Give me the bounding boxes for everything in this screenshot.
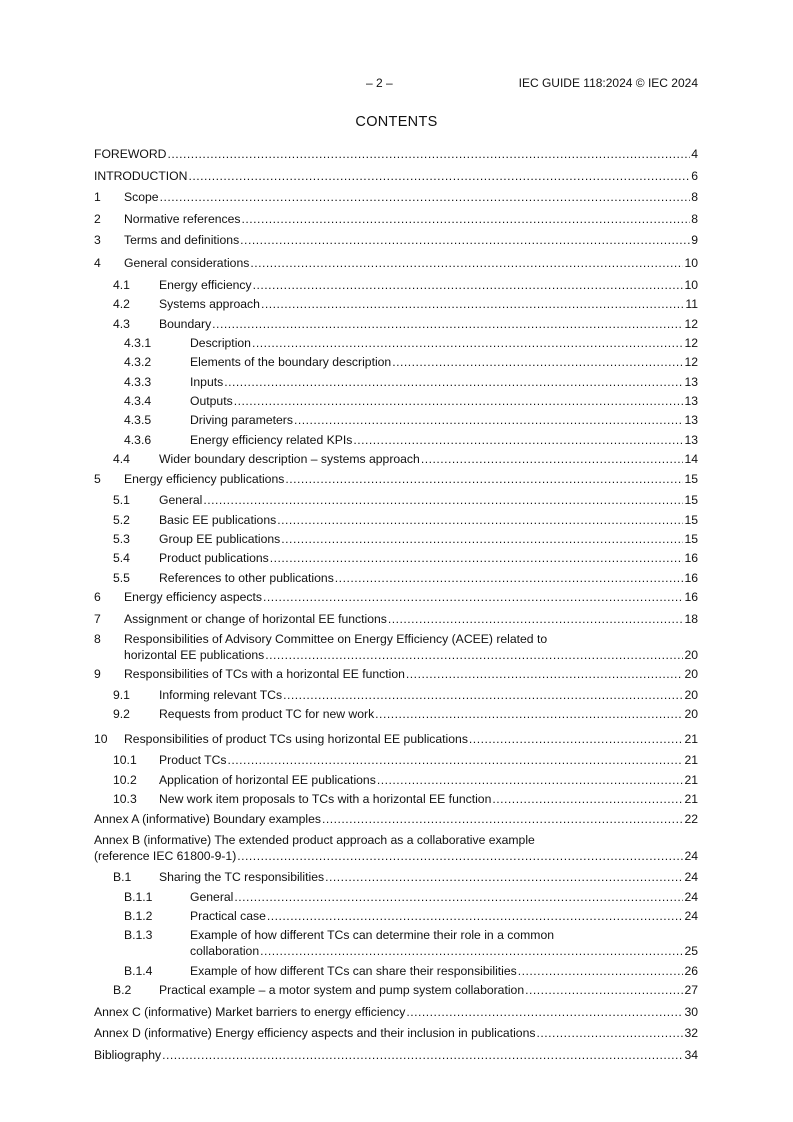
toc-title: Energy efficiency related KPIs bbox=[190, 433, 353, 447]
toc-entry[interactable] bbox=[94, 927, 698, 959]
dot-leader bbox=[283, 687, 683, 703]
toc-title: Product publications bbox=[159, 551, 269, 565]
toc-entry[interactable] bbox=[94, 550, 698, 566]
toc-title: Driving parameters bbox=[190, 413, 293, 427]
dot-leader bbox=[322, 811, 684, 827]
toc-page-number: 16 bbox=[684, 590, 698, 604]
toc-page-number: 25 bbox=[684, 944, 698, 958]
toc-page-number: 13 bbox=[684, 394, 698, 408]
toc-number: B.1 bbox=[113, 870, 132, 884]
dot-leader bbox=[388, 611, 684, 627]
dot-leader bbox=[335, 570, 684, 586]
toc-page-number: 22 bbox=[684, 812, 698, 826]
toc-number: 10 bbox=[94, 732, 108, 746]
toc-number: B.1.3 bbox=[124, 928, 153, 942]
toc-title: Scope bbox=[124, 190, 159, 204]
toc-number: 5.2 bbox=[113, 513, 130, 527]
toc-number: 5.5 bbox=[113, 571, 130, 585]
toc-number: B.1.4 bbox=[124, 964, 153, 978]
toc-number: 4.3.4 bbox=[124, 394, 152, 408]
toc-page-number: 16 bbox=[684, 551, 698, 565]
toc-title: Example of how different TCs can share their responsibilities bbox=[190, 964, 517, 978]
toc-title: References to other publications bbox=[159, 571, 334, 585]
toc-page-number: 14 bbox=[684, 452, 698, 466]
toc-number: 4.3 bbox=[113, 317, 130, 331]
toc-entry[interactable] bbox=[94, 731, 698, 747]
dot-leader bbox=[188, 168, 690, 184]
toc-number: 5 bbox=[94, 472, 101, 486]
toc-number: 4.3.1 bbox=[124, 336, 152, 350]
toc-entry[interactable] bbox=[94, 432, 698, 448]
toc-number: 4.3.2 bbox=[124, 355, 152, 369]
toc-number: 7 bbox=[94, 612, 101, 626]
toc-page-number: 20 bbox=[684, 648, 698, 662]
toc-entry[interactable] bbox=[94, 374, 698, 390]
toc-entry[interactable] bbox=[94, 832, 698, 864]
toc-title: Energy efficiency bbox=[159, 278, 252, 292]
toc-title: Bibliography bbox=[94, 1048, 162, 1062]
toc-number: 4.3.5 bbox=[124, 413, 152, 427]
toc-number: 9.2 bbox=[113, 707, 130, 721]
toc-title: Practical example – a motor system and pump system collaboration bbox=[159, 983, 525, 997]
toc-entry[interactable] bbox=[94, 687, 698, 703]
toc-number: 5.1 bbox=[113, 493, 130, 507]
toc-title: Inputs bbox=[190, 375, 224, 389]
toc-entry[interactable] bbox=[94, 393, 698, 409]
toc-number: 4.3.6 bbox=[124, 433, 152, 447]
toc-entry[interactable] bbox=[94, 772, 698, 788]
document-reference: IEC GUIDE 118:2024 © IEC 2024 bbox=[518, 76, 698, 90]
dot-leader bbox=[224, 374, 683, 390]
dot-leader bbox=[267, 908, 684, 924]
toc-page-number: 20 bbox=[684, 667, 698, 681]
dot-leader bbox=[518, 963, 684, 979]
toc-entry[interactable] bbox=[94, 189, 698, 205]
toc-entry[interactable] bbox=[94, 570, 698, 586]
toc-entry[interactable] bbox=[94, 908, 698, 924]
dot-leader bbox=[375, 706, 683, 722]
dot-leader bbox=[234, 889, 683, 905]
toc-entry[interactable] bbox=[94, 531, 698, 547]
dot-leader bbox=[250, 255, 683, 271]
page-number: – 2 – bbox=[366, 76, 393, 90]
toc-page-number: 21 bbox=[684, 792, 698, 806]
toc-number: 5.3 bbox=[113, 532, 130, 546]
toc-title: Outputs bbox=[190, 394, 233, 408]
toc-title: horizontal EE publications bbox=[124, 648, 265, 662]
toc-entry[interactable] bbox=[94, 869, 698, 885]
toc-number: 5.4 bbox=[113, 551, 130, 565]
toc-title: Informing relevant TCs bbox=[159, 688, 283, 702]
toc-page-number: 24 bbox=[684, 849, 698, 863]
dot-leader bbox=[228, 752, 684, 768]
toc-number: 2 bbox=[94, 212, 101, 226]
dot-leader bbox=[252, 335, 683, 351]
toc-title: FOREWORD bbox=[94, 147, 167, 161]
dot-leader bbox=[406, 1004, 683, 1020]
dot-leader bbox=[237, 848, 683, 864]
dot-leader bbox=[212, 316, 683, 332]
toc-title: Responsibilities of TCs with a horizontal EE function bbox=[124, 667, 405, 681]
toc-title: Sharing the TC responsibilities bbox=[159, 870, 325, 884]
toc-page-number: 12 bbox=[684, 355, 698, 369]
toc-title-line: Example of how different TCs can determine their role in a common bbox=[190, 928, 554, 942]
toc-entry[interactable] bbox=[94, 232, 698, 248]
toc-page-number: 15 bbox=[684, 493, 698, 507]
dot-leader bbox=[469, 731, 684, 747]
toc-page-number: 4 bbox=[691, 147, 698, 161]
toc-title: Annex C (informative) Market barriers to energy efficiency bbox=[94, 1005, 406, 1019]
dot-leader bbox=[242, 211, 691, 227]
toc-entry[interactable] bbox=[94, 752, 698, 768]
toc-number: 8 bbox=[94, 632, 101, 646]
toc-page-number: 8 bbox=[691, 190, 698, 204]
toc-title: General considerations bbox=[124, 256, 250, 270]
dot-leader bbox=[277, 512, 683, 528]
toc-number: 4.1 bbox=[113, 278, 130, 292]
toc-title: Energy efficiency publications bbox=[124, 472, 285, 486]
toc-page-number: 24 bbox=[684, 890, 698, 904]
dot-leader bbox=[160, 189, 691, 205]
toc-number: B.1.2 bbox=[124, 909, 153, 923]
toc-title: Normative references bbox=[124, 212, 241, 226]
toc-page-number: 9 bbox=[691, 233, 698, 247]
toc-title: INTRODUCTION bbox=[94, 169, 188, 183]
toc-page-number: 13 bbox=[684, 413, 698, 427]
toc-number: 3 bbox=[94, 233, 101, 247]
toc-title: Group EE publications bbox=[159, 532, 281, 546]
toc-entry[interactable] bbox=[94, 889, 698, 905]
toc-title: Requests from product TC for new work bbox=[159, 707, 375, 721]
toc-title: Assignment or change of horizontal EE functions bbox=[124, 612, 387, 626]
dot-leader bbox=[162, 1047, 683, 1063]
dot-leader bbox=[260, 943, 683, 959]
dot-leader bbox=[167, 146, 690, 162]
toc-entry[interactable] bbox=[94, 1047, 698, 1063]
dot-leader bbox=[285, 471, 683, 487]
toc-page-number: 15 bbox=[684, 532, 698, 546]
toc-page-number: 12 bbox=[684, 317, 698, 331]
toc-entry[interactable] bbox=[94, 211, 698, 227]
toc-entry[interactable] bbox=[94, 791, 698, 807]
toc-page-number: 27 bbox=[684, 983, 698, 997]
toc-title: Responsibilities of product TCs using horizontal EE publications bbox=[124, 732, 468, 746]
toc-entry[interactable] bbox=[94, 146, 698, 162]
toc-number: 1 bbox=[94, 190, 101, 204]
toc-number: 4.3.3 bbox=[124, 375, 152, 389]
dot-leader bbox=[294, 412, 683, 428]
dot-leader bbox=[536, 1025, 683, 1041]
toc-title: General bbox=[190, 890, 234, 904]
toc-title: Product TCs bbox=[159, 753, 227, 767]
toc-page-number: 30 bbox=[684, 1005, 698, 1019]
toc-title-line: Annex B (informative) The extended product approach as a collaborative example bbox=[94, 833, 535, 847]
dot-leader bbox=[325, 869, 683, 885]
toc-number: 10.1 bbox=[113, 753, 137, 767]
toc-title: collaboration bbox=[190, 944, 260, 958]
toc-number: 4 bbox=[94, 256, 101, 270]
toc-title-line: Responsibilities of Advisory Committee on Energy Efficiency (ACEE) related to bbox=[124, 632, 548, 646]
dot-leader bbox=[492, 791, 683, 807]
toc-number: 10.3 bbox=[113, 792, 137, 806]
running-header bbox=[94, 76, 698, 92]
dot-leader bbox=[263, 589, 683, 605]
toc-page-number: 24 bbox=[684, 909, 698, 923]
toc-title: Energy efficiency aspects bbox=[124, 590, 262, 604]
toc-entry[interactable] bbox=[94, 982, 698, 998]
toc-entry[interactable] bbox=[94, 354, 698, 370]
toc-title: Description bbox=[190, 336, 251, 350]
toc-page-number: 26 bbox=[684, 964, 698, 978]
toc-page-number: 15 bbox=[684, 513, 698, 527]
toc-page-number: 20 bbox=[684, 688, 698, 702]
toc-entry[interactable] bbox=[94, 255, 698, 271]
toc-page-number: 21 bbox=[684, 773, 698, 787]
toc-entry[interactable] bbox=[94, 631, 698, 663]
toc-entry[interactable] bbox=[94, 471, 698, 487]
toc-title: Boundary bbox=[159, 317, 212, 331]
toc-entry[interactable] bbox=[94, 168, 698, 184]
toc-entry[interactable] bbox=[94, 666, 698, 682]
toc-entry[interactable] bbox=[94, 335, 698, 351]
toc-page-number: 10 bbox=[684, 256, 698, 270]
toc-title: Practical case bbox=[190, 909, 266, 923]
dot-leader bbox=[240, 232, 690, 248]
toc-title: New work item proposals to TCs with a horizontal EE function bbox=[159, 792, 492, 806]
toc-title: Terms and definitions bbox=[124, 233, 240, 247]
toc-page-number: 21 bbox=[684, 753, 698, 767]
toc-title: General bbox=[159, 493, 203, 507]
dot-leader bbox=[377, 772, 684, 788]
toc-entry[interactable] bbox=[94, 963, 698, 979]
toc-title: Elements of the boundary description bbox=[190, 355, 392, 369]
toc-page-number: 16 bbox=[684, 571, 698, 585]
dot-leader bbox=[281, 531, 683, 547]
toc-page-number: 12 bbox=[684, 336, 698, 350]
toc-entry[interactable] bbox=[94, 1025, 698, 1041]
toc-page-number: 24 bbox=[684, 870, 698, 884]
toc-page-number: 13 bbox=[684, 375, 698, 389]
toc-entry[interactable] bbox=[94, 512, 698, 528]
toc-page-number: 21 bbox=[684, 732, 698, 746]
toc-title: Annex A (informative) Boundary examples bbox=[94, 812, 321, 826]
dot-leader bbox=[265, 647, 683, 663]
dot-leader bbox=[421, 451, 684, 467]
toc-entry[interactable] bbox=[94, 706, 698, 722]
toc-page-number: 11 bbox=[685, 297, 698, 311]
dot-leader bbox=[234, 393, 684, 409]
toc-page-number: 15 bbox=[684, 472, 698, 486]
dot-leader bbox=[270, 550, 684, 566]
toc-page-number: 13 bbox=[684, 433, 698, 447]
toc-entry[interactable] bbox=[94, 296, 698, 312]
dot-leader bbox=[261, 296, 684, 312]
toc-entry[interactable] bbox=[94, 1004, 698, 1020]
toc-entry[interactable] bbox=[94, 811, 698, 827]
dot-leader bbox=[525, 982, 683, 998]
toc-entry[interactable] bbox=[94, 492, 698, 508]
dot-leader bbox=[392, 354, 683, 370]
dot-leader bbox=[406, 666, 684, 682]
toc-entry[interactable] bbox=[94, 451, 698, 467]
toc-entry[interactable] bbox=[94, 316, 698, 332]
toc-number: 9.1 bbox=[113, 688, 130, 702]
dot-leader bbox=[353, 432, 683, 448]
toc-title: (reference IEC 61800-9-1) bbox=[94, 849, 237, 863]
toc-number: 4.4 bbox=[113, 452, 130, 466]
toc-page-number: 20 bbox=[684, 707, 698, 721]
toc-title: Basic EE publications bbox=[159, 513, 277, 527]
toc-number: 9 bbox=[94, 667, 101, 681]
toc-title: Annex D (informative) Energy efficiency aspects and their inclusion in publications bbox=[94, 1026, 536, 1040]
toc-title: Systems approach bbox=[159, 297, 260, 311]
toc-number: B.1.1 bbox=[124, 890, 153, 904]
toc-entry[interactable] bbox=[94, 412, 698, 428]
toc-page-number: 10 bbox=[684, 278, 698, 292]
toc-page-number: 34 bbox=[684, 1048, 698, 1062]
toc-page-number: 18 bbox=[684, 612, 698, 626]
toc-title: Application of horizontal EE publications bbox=[159, 773, 376, 787]
dot-leader bbox=[203, 492, 683, 508]
toc-entry[interactable] bbox=[94, 611, 698, 627]
toc-page-number: 32 bbox=[684, 1026, 698, 1040]
dot-leader bbox=[253, 277, 684, 293]
toc-title: Wider boundary description – systems approach bbox=[159, 452, 420, 466]
toc-number: B.2 bbox=[113, 983, 132, 997]
toc-number: 4.2 bbox=[113, 297, 130, 311]
page-title: CONTENTS bbox=[355, 114, 438, 130]
toc-number: 10.2 bbox=[113, 773, 137, 787]
toc-page-number: 6 bbox=[691, 169, 698, 183]
toc-entry[interactable] bbox=[94, 277, 698, 293]
toc-entry[interactable] bbox=[94, 589, 698, 605]
toc-number: 6 bbox=[94, 590, 101, 604]
toc-page-number: 8 bbox=[691, 212, 698, 226]
